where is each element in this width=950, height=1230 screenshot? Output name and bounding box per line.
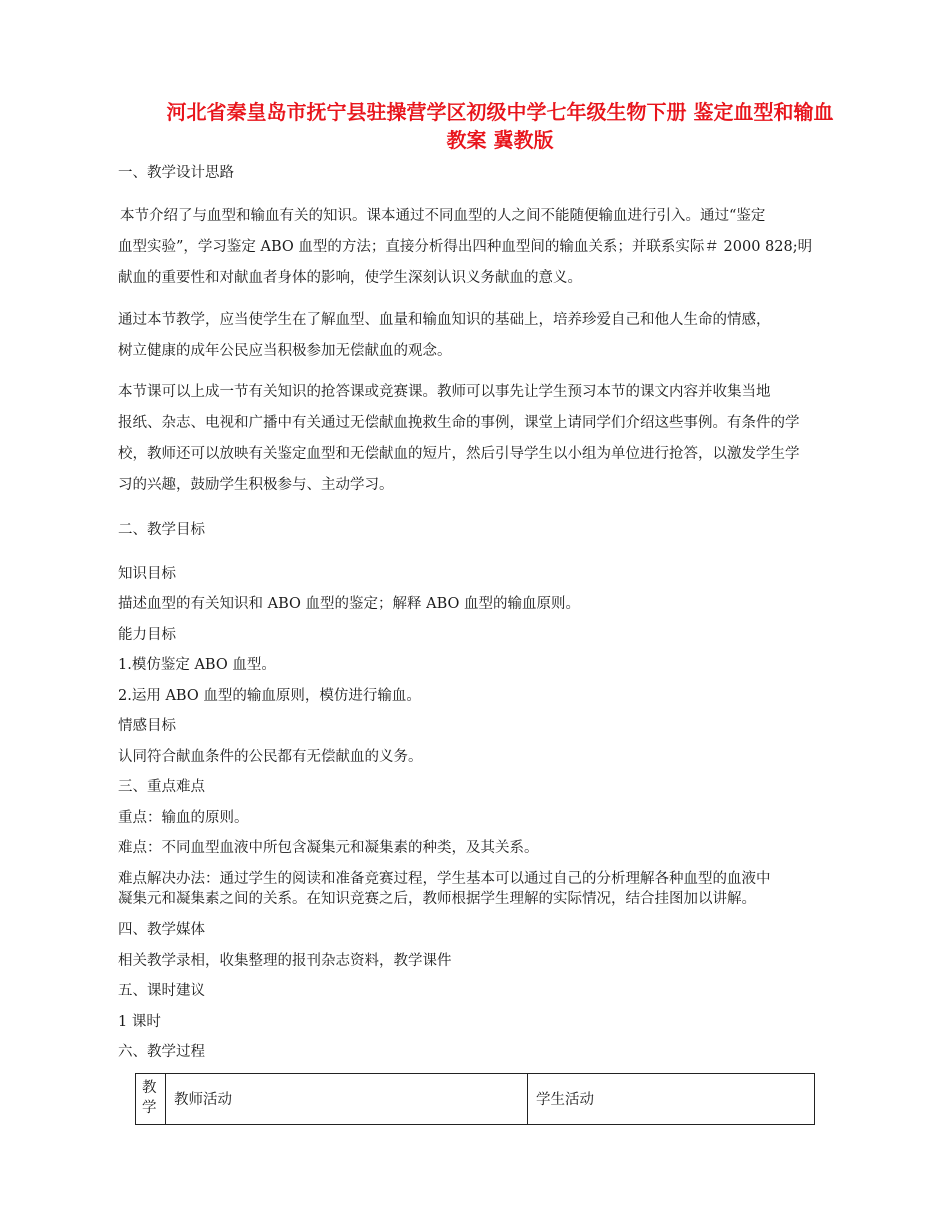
table-cell-text: 教学: [142, 1080, 157, 1116]
solution-paragraph: [118, 869, 863, 909]
paragraph-line: 习的兴趣，鼓励学生积极参与、主动学习。: [118, 477, 394, 493]
paragraph-line: 本节课可以上成一节有关知识的抢答课或竞赛课。教师可以事先让学生预习本节的课文内容并收集当地: [118, 384, 771, 400]
ability-item-2: 2.运用 ABO 血型的输血原则，模仿进行输血。: [118, 688, 421, 704]
table-cell-teaching: [136, 1074, 166, 1124]
paragraph-goal: [118, 305, 863, 367]
hours-text: 1 课时: [118, 1014, 161, 1030]
paragraph-line: 凝集元和凝集素之间的关系。在知识竞赛之后，教师根据学生理解的实际情况，结合挂图加以讲解。: [118, 891, 756, 907]
ability-heading: 能力目标: [118, 627, 176, 643]
paragraph-line: 血型实验”，学习鉴定 ABO 血型的方法；直接分析得出四种血型间的输血关系；并联系实际＃ 2000 828;明: [118, 239, 813, 255]
paragraph-line: 树立健康的成年公民应当积极参加无偿献血的观念。: [118, 343, 452, 359]
table-cell-teacher: 教师活动: [166, 1074, 528, 1124]
title-line-2: 教案 冀教版: [446, 128, 554, 152]
title-line-1: 河北省秦皇岛市抚宁县驻操营学区初级中学七年级生物下册 鉴定血型和输血: [166, 100, 834, 124]
paragraph-line: 献血的重要性和对献血者身体的影响，使学生深刻认识义务献血的意义。: [118, 270, 582, 286]
media-text: 相关教学录相，收集整理的报刊杂志资料，教学课件: [118, 953, 452, 969]
paragraph-line: 报纸、杂志、电视和广播中有关通过无偿献血挽救生命的事例，课堂上请同学们介绍这些事例。有条件的学: [118, 415, 800, 431]
key-point-text: 重点：输血的原则。: [118, 810, 249, 826]
section-heading-process: 六、教学过程: [118, 1044, 205, 1060]
section-heading-hours: 五、课时建议: [118, 983, 205, 999]
knowledge-heading: 知识目标: [118, 566, 176, 582]
paragraph-line: 通过本节教学，应当使学生在了解血型、血量和输血知识的基础上，培养珍爱自己和他人生命的情感，: [118, 312, 771, 328]
section-heading-design: 一、教学设计思路: [118, 165, 234, 181]
difficulty-text: 难点：不同血型血液中所包含凝集元和凝集素的种类，及其关系。: [118, 840, 539, 856]
table-cell-student: 学生活动: [536, 1092, 594, 1108]
emotion-heading: 情感目标: [118, 718, 176, 734]
knowledge-text: 描述血型的有关知识和 ABO 血型的鉴定；解释 ABO 血型的输血原则。: [118, 596, 581, 612]
section-heading-media: 四、教学媒体: [118, 922, 205, 938]
section-heading-objectives: 二、教学目标: [118, 522, 205, 538]
emotion-text: 认同符合献血条件的公民都有无偿献血的义务。: [118, 749, 423, 765]
paragraph-method: [118, 377, 863, 501]
paragraph-line: 本节介绍了与血型和输血有关的知识。课本通过不同血型的人之间不能随便输血进行引入。通过“鉴定: [120, 208, 766, 224]
paragraph-line: 校，教师还可以放映有关鉴定血型和无偿献血的短片，然后引导学生以小组为单位进行抢答，以激发学生学: [118, 446, 800, 462]
ability-item-1: 1.模仿鉴定 ABO 血型。: [118, 657, 276, 673]
document-title: [100, 98, 900, 154]
paragraph-line: 难点解决办法：通过学生的阅读和准备竞赛过程，学生基本可以通过自己的分析理解各种血型的血液中: [118, 871, 771, 887]
process-table: [135, 1073, 815, 1125]
section-heading-key-points: 三、重点难点: [118, 779, 205, 795]
paragraph-intro: [118, 201, 863, 294]
